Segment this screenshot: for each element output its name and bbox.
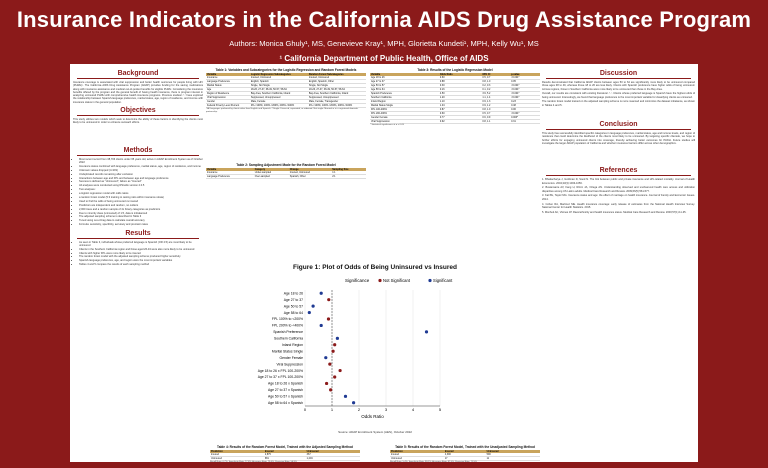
table-cell: 1.1, 1.4	[481, 96, 510, 100]
column-tables-a	[206, 67, 366, 179]
table-cell: Language Preference	[206, 80, 250, 84]
list-item: • The adjusted sampling scheme is described in Table 3	[79, 215, 203, 218]
list-item: • Clients in the Southern California region and those aged 26-34 were also more likely to be uninsured	[79, 248, 203, 251]
table-cell: 0.77	[439, 116, 482, 120]
table-cell: Over-sampled	[254, 174, 289, 178]
y-tick-label: Age 18 to 26	[283, 291, 303, 296]
table-cell: 1.10	[439, 100, 482, 104]
list-item: • Predictors are independent and random, no outliers	[79, 204, 203, 207]
table-cell: 0.8, 1.1	[481, 120, 510, 124]
table-cell: 0.05	[510, 80, 540, 84]
table-cell: Insured, Uninsured	[308, 76, 366, 80]
table-row	[206, 104, 366, 108]
table-cell: 0.1, 0.2	[481, 88, 510, 92]
table-header-cell: Logistic Regression Subcategories	[250, 73, 308, 76]
data-point	[425, 330, 428, 333]
methods-list	[73, 158, 203, 227]
table-cell: Uninsured	[390, 457, 444, 461]
table-cell: 0.8, 1.0	[481, 108, 510, 112]
y-tick-label: Inland Region	[282, 342, 303, 347]
discussion-heading: Discussion	[599, 70, 638, 77]
odds-ratio-chart	[210, 274, 540, 424]
y-tick-label: Marital Status Single	[271, 349, 303, 354]
table-header-cell: Random Forest Subcategories	[308, 73, 366, 76]
discussion-text	[542, 81, 695, 107]
paragraph: The random forest model trained on the adjusted sampling scheme is more nuanced and minimizes the dataset imbalance, as shown in Tables 4 and 5.	[542, 100, 695, 107]
data-point	[344, 395, 347, 398]
data-point	[328, 363, 331, 366]
table-cell: Viral Suppression	[370, 120, 439, 124]
table-cell: Insurance	[206, 171, 254, 175]
table-cell: Age 50 to 57	[370, 84, 439, 88]
table-cell: Age	[206, 88, 250, 92]
table-cell: Insured, Uninsured	[250, 76, 308, 80]
table-cell: FPL 200-400%	[370, 112, 439, 116]
table-cell: 17	[444, 457, 486, 461]
table-cell: Southern California	[370, 96, 439, 100]
table3	[370, 73, 540, 124]
poster-body	[70, 64, 698, 462]
data-point	[336, 337, 339, 340]
list-item: • Due to minority class (uninsured) of 1:5, data is imbalanced	[79, 212, 203, 215]
table-cell: 0.31	[510, 120, 540, 124]
table-header-cell: Variable	[206, 168, 254, 171]
table-header-cell: Variable	[370, 73, 439, 76]
table-row	[390, 457, 540, 461]
table-cell: Insured, Uninsured	[289, 171, 331, 175]
y-tick-label: Age 27 to 37 x Spanish	[267, 388, 303, 393]
table1-notes: ¹ All languages preferred by clients other than English and Spanish. ² Single: Divorced, separated, or widowed. Not single: Married or in a registered domestic partnership.	[206, 108, 359, 113]
table-header-cell: 95% CI	[481, 73, 510, 76]
poster-header	[0, 0, 768, 70]
table-cell: Insured	[210, 453, 264, 457]
table-row	[206, 174, 366, 178]
table-cell: 0.23	[510, 100, 540, 104]
list-item: • Unduplicated records remaining after exclusion	[79, 173, 203, 176]
x-tick-label: 0	[303, 407, 307, 412]
results-heading: Results	[125, 229, 151, 237]
table-cell: Insured	[390, 453, 444, 457]
x-tick-label: 2	[357, 407, 361, 412]
methods-heading: Methods	[123, 146, 153, 154]
y-tick-label: Viral Suppression	[276, 362, 303, 367]
list-item: • As seen in Table 3, individuals whose preferred language is Spanish (OR 4.5) are most likely to be uninsured	[79, 241, 203, 248]
y-tick-label: Age 50 to 57	[283, 304, 303, 309]
table-cell: 2,875	[264, 453, 306, 457]
list-item: • Spanish-language preference, age, and region were the most important variables	[79, 259, 203, 262]
table-cell: Spanish, Other	[289, 174, 331, 178]
table-cell: 0.60	[439, 112, 482, 116]
y-tick-label: Age 18 to 26 x Spanish	[267, 381, 303, 386]
table-cell: 0.30	[439, 84, 482, 88]
background-text	[73, 81, 203, 104]
table-cell: Single, Not Single	[308, 84, 366, 88]
y-tick-label: Age 18 to 26 x FPL 100-200%	[257, 368, 303, 373]
table-cell: Bay Area, Southern California, Inland	[250, 92, 308, 96]
table-cell: 0.87	[439, 108, 482, 112]
table-cell: 0.9, 1.3	[481, 100, 510, 104]
y-tick-label: Gender Female	[279, 355, 303, 360]
y-tick-label: Age 58 to 64 x Spanish	[267, 400, 303, 405]
divider	[77, 155, 199, 156]
paragraph: This study utilizes two models which seek to determine the ability of these factors in identifying the clients most likely to be uninsured in order to enhance outreach efforts.	[73, 118, 203, 125]
paragraph: 2. Bustamante AV, Fang H, Rizzo JA, Ortega AN. Understanding observed and unobserved health care access and utilization disparities among US Latino adults. Medical Care Research and Review. 2009;66(5):561-577.	[542, 186, 695, 193]
paragraph: Insurance coverage is associated with viral suppression and better health outcomes for people living with HIV (PLWH)¹. The California AIDS Drug Assistance Program (ADAP) provides funding for the saving medications along with insurance assistance and medical out-of-pocket benefits for eligible PLWH. Considering the insurance benefits offered by the program and the general benefit of having health insurance, there is program interest in analyzing uninsured PLWH with comprehensive health insurance programs. Previous studies²·³·⁴ have explored the relationship between Spanish-language preference, marital status, age, region of residence, and income with insurance status in the general population.	[73, 81, 203, 104]
paragraph: 3. Kail BL, Taylor MG. Insurance status and age: the effect of marriage on health insurance. Journal of Family and Economic Issues. 2014.	[542, 194, 695, 201]
table-cell: Age 18 to 26	[370, 76, 439, 80]
list-item: • Used to find the odds of being uninsured vs insured	[79, 200, 203, 203]
table-cell: Viral Suppression	[206, 96, 250, 100]
legend-title: Significance	[345, 278, 370, 283]
list-item: • Most recent record from 38,706 clients under 65 years old, active in ADAP Enrollment System as of October 2022	[79, 158, 203, 165]
list-item: • Unknown values dropped (n=181)	[79, 169, 203, 172]
data-point	[325, 382, 328, 385]
results-list	[73, 241, 203, 267]
chart-source: Source: ADAP Enrollment System (AES), October 2022	[338, 430, 412, 434]
table-cell: 4,390	[444, 453, 486, 457]
table-cell: Language Preference	[206, 174, 254, 178]
data-point	[320, 292, 323, 295]
table-cell: 1,204	[306, 457, 360, 461]
list-item: • All analyses were conducted using RStudio version 4.0.5	[79, 184, 203, 187]
figure1	[210, 264, 540, 444]
x-tick-label: 1	[330, 407, 334, 412]
list-item: • a logistic regression model with odds ratios	[79, 192, 203, 195]
table-cell: 1:1	[331, 171, 366, 175]
list-item: • Tables 4 and 5 compare the results of each sampling method	[79, 263, 203, 266]
table-cell: 681	[264, 457, 306, 461]
table-cell: 0.5, 0.7	[481, 112, 510, 116]
y-tick-label: Age 50 to 57 x Spanish	[267, 394, 303, 399]
data-point	[327, 298, 330, 301]
table-cell: Spanish Preference	[370, 92, 439, 96]
table-cell: <0.001*	[510, 112, 540, 116]
data-point	[308, 311, 311, 314]
table-cell: Region of Residence	[206, 92, 250, 96]
list-item: • 2,000 trees and a random sample of 4x binary categories as predictors	[79, 208, 203, 211]
divider	[546, 129, 691, 130]
table-header-cell: Insured	[444, 450, 486, 453]
y-tick-label: Age 27 to 37 x FPL 100-200%	[257, 375, 303, 380]
table-header-cell: Sampling Size	[331, 168, 366, 171]
divider	[546, 175, 691, 176]
conclusion-heading: Conclusion	[599, 121, 638, 129]
table-cell: 0.88	[439, 80, 482, 84]
y-tick-label: Age 27 to 37	[283, 297, 303, 302]
table-cell: Marital Status Single	[370, 104, 439, 108]
conclusion-text	[542, 132, 695, 145]
data-point	[327, 317, 330, 320]
list-item: • Clients with higher FPL were more likely to be insured	[79, 252, 203, 255]
column-left	[73, 67, 203, 267]
table-cell: 0.60	[439, 76, 482, 80]
table-cell: 0.8, 1.0	[481, 80, 510, 84]
table-cell: 0.6, 0.9	[481, 116, 510, 120]
table-cell: <0.001*	[510, 88, 540, 92]
y-tick-label: FPL 100% to <200%	[271, 317, 303, 322]
legend-marker	[378, 279, 381, 282]
table-cell: 4.50	[439, 92, 482, 96]
list-item: • a random forest model (5:3 training to testing ratio within insurance strata)	[79, 196, 203, 199]
table1	[206, 73, 366, 108]
x-tick-label: 5	[438, 407, 442, 412]
paragraph: 1. Bhattacharya J, Goldman D, Sood N. The link between public and private insurance and HIV-related mortality. Journal of Health Economics. 2004;23(3):1033-1056.	[542, 178, 695, 185]
references-text	[542, 178, 695, 214]
table-cell: 0.2, 0.3	[481, 84, 510, 88]
list-item: • The random forest model with the adjusted sampling scheme produced higher sensitivity	[79, 255, 203, 258]
references-heading: References	[599, 167, 638, 175]
table-cell: Age 27 to 37	[370, 80, 439, 84]
table-cell: Male, Female	[250, 100, 308, 104]
y-tick-label: Age 58 to 64	[283, 310, 303, 315]
column-right	[542, 67, 695, 215]
background-heading: Background	[117, 70, 159, 77]
table-header-cell: Insured	[264, 450, 306, 453]
table5	[390, 450, 540, 461]
data-point	[333, 343, 336, 346]
table-cell: <0.001*	[510, 84, 540, 88]
table-row	[370, 120, 540, 124]
table-cell: Uninsured	[210, 457, 264, 461]
table-cell: 11	[486, 457, 540, 461]
table-cell: Age 58 to 64	[370, 88, 439, 92]
y-tick-label: Spanish Preference	[273, 330, 303, 335]
x-tick-label: 4	[411, 407, 415, 412]
list-item: • Formula: sensitivity, specificity, accuracy and precision rates	[79, 223, 203, 226]
table-cell: Insurance	[206, 76, 250, 80]
table-cell: 2:1	[331, 174, 366, 178]
objectives-heading: Objectives	[120, 107, 156, 115]
table4-caption: Table 4: Results of the Random Forest Model, Trained with the Adjusted Sampling Method	[216, 445, 353, 449]
table1-caption: Table 1: Variables and Subcategories for the Logistic Regression and Random Forest Models	[215, 68, 357, 72]
table-cell: Federal Poverty Level Percent	[206, 104, 250, 108]
table-cell: FPL 100-200%	[370, 108, 439, 112]
list-item: • Insurance status combined with language preference, marital status, age, region of residence, and income	[79, 165, 203, 168]
x-tick-label: 3	[384, 407, 388, 412]
table-cell: <0.001*	[510, 76, 540, 80]
table-cell: <0.001*	[510, 96, 540, 100]
divider	[546, 78, 691, 79]
table-header-cell: Prediction	[210, 450, 264, 453]
x-axis-label: Odds Ratio	[361, 414, 384, 419]
table2	[206, 168, 366, 179]
table-cell: Bay Area, Southern California, Inland	[308, 92, 366, 96]
y-tick-label: FPL 200% to <400%	[271, 323, 303, 328]
poster-title: Insurance Indicators in the California AIDS Drug Assistance Program	[16, 7, 752, 32]
table-cell: 0.06	[510, 108, 540, 112]
table-cell: <0.001*	[510, 92, 540, 96]
table-cell: Inland Region	[370, 100, 439, 104]
table-cell: 18-26, 27-37, 38-49, 50-57, 58-64	[250, 88, 308, 92]
list-item: • Tuned using out-of-bag data to calculate overall accuracy	[79, 219, 203, 222]
table-cell: 367	[306, 453, 360, 457]
data-point	[352, 401, 355, 404]
table-header-cell: Prediction	[390, 450, 444, 453]
table-cell: 0%-<100%, 100%-<200%, 200%-<400%	[250, 104, 308, 108]
data-point	[329, 388, 332, 391]
table-cell: 1.04	[439, 104, 482, 108]
table-cell: Under-sampled	[254, 171, 289, 175]
table-header-cell: Uninsured	[486, 450, 540, 453]
table-cell: English, Spanish	[250, 80, 308, 84]
affiliation: ¹ California Department of Public Health, Office of AIDS	[279, 54, 489, 63]
table-header-cell: Variable	[206, 73, 250, 76]
data-point	[312, 305, 315, 308]
chart-title: Figure 1: Plot of Odds of Being Uninsured vs Insured	[293, 264, 457, 271]
list-item: • Success is defined as "Uninsured"; failure as "Insured"	[79, 180, 203, 183]
divider	[77, 238, 199, 239]
divider	[77, 78, 199, 79]
table-cell: 0.003*	[510, 116, 540, 120]
table3-caption: Table 3: Results of the Logistic Regression Model	[417, 68, 493, 72]
paragraph: 4. Cohen RA, Martinez ME. Health insurance coverage: early release of estimates from the National Health Interview Survey. National Center for Health Statistics. 2015.	[542, 202, 695, 209]
paragraph: Overall, our results are consistent with existing literature²·³·⁴. Clients whose preferred language is Spanish have the highest odds of being uninsured. Interestingly, we found that language preference is the most important variable for classifying clients as uninsured.	[542, 92, 695, 99]
table-cell: 0.9, 1.2	[481, 104, 510, 108]
authors: Authors: Monica Ghuly¹, MS, Genevieve Kray¹, MPH, Glorietta Kundeti¹, MPH, Kelly Wu¹, MS	[229, 39, 539, 48]
table4-metrics: Recall Rate: 0.7%, Specificity Rate: 77.0%, Accuracy Rate: 73.6%, Precision Rate: 56.9%	[210, 461, 297, 463]
table-cell: 0.48	[510, 104, 540, 108]
table-header-cell: p-value	[510, 73, 540, 76]
table-cell: 3.9, 5.2	[481, 92, 510, 96]
paragraph: 5. Monheit AC, Vistnes JP. Race/ethnicity and health insurance status. Medical Care Research and Review. 2000;57(1):11-35.	[542, 210, 687, 214]
table-cell: 0.16	[439, 88, 482, 92]
table-header-cell: Change	[289, 168, 331, 171]
table-header-cell: Odds Ratio	[439, 73, 482, 76]
divider	[77, 115, 199, 116]
list-item: • Two analyses:	[79, 188, 203, 191]
table-header-cell: Uninsured	[306, 450, 360, 453]
table-cell: 0.92	[439, 120, 482, 124]
legend-label: Not Significant	[383, 278, 410, 283]
table2-caption: Table 2: Sampling Adjustment Made for the Random Forest Model	[236, 162, 336, 167]
table3-notes: * Statistical significance at α = 0.05	[370, 124, 404, 126]
column-tables-b	[370, 67, 540, 127]
data-point	[324, 356, 327, 359]
table-header-cell: Category	[254, 168, 289, 171]
table-cell: 0%-<100%, 100%-<200%, 200%-<400%	[308, 104, 366, 108]
table-cell: Gender Female	[370, 116, 439, 120]
paragraph: Results demonstrated that California ADAP clients between ages 50 to 64 are significantly more likely to be uninsured compared those ages 38 to 49, whereas those 18 to 26 are less likely. Clients with Spanish preference have higher odds of being uninsured. Across regions, those in Southern California were more likely to be uninsured than those in the Bay Area.	[542, 81, 695, 91]
data-point	[331, 350, 334, 353]
table5-metrics: Recall Rate: 5.4%, Specificity Rate: 99.1%, Accuracy Rate: 87.5%, Precision Rate: 71.5%	[390, 461, 477, 463]
table-cell: 590	[486, 453, 540, 457]
data-point	[333, 375, 336, 378]
table-cell: 0.5, 0.7	[481, 76, 510, 80]
table4-wrap	[210, 444, 360, 464]
table-cell: Suppressed, Unsuppressed	[250, 96, 308, 100]
table5-caption: Table 5: Results of the Random Forest Model, Trained with the Unadjusted Sampling Method	[395, 445, 535, 449]
table-cell: Marital Status	[206, 84, 250, 88]
table-cell: English, Spanish, Other	[308, 80, 366, 84]
table-cell: Male, Female, Transgender	[308, 100, 366, 104]
table-cell: 1.20	[439, 96, 482, 100]
list-item: • Interactions between age and FPL and between age and language preference	[79, 177, 203, 180]
y-tick-label: Southern California	[273, 336, 303, 341]
table5-wrap	[390, 444, 540, 464]
paragraph: This study has successfully identified specific categories in language preference, marital status, age and income levels, and region of residence that could determine the likelihood of the clients most likely to be uninsured. By targeting specific clientele, we hope to further efforts for engaging uninsured clients into coverage, thereby achieving better outcomes for PLWH. Future studies will investigate the larger ADAP population of California and whether insurance barriers differ across other demographics.	[542, 132, 695, 145]
table-cell: 18-26, 27-37, 38-49, 50-57, 58-64	[308, 88, 366, 92]
data-point	[339, 369, 342, 372]
table-row	[210, 457, 360, 461]
objectives-text	[73, 118, 203, 125]
table-cell: Single, Not Single	[250, 84, 308, 88]
data-point	[320, 324, 323, 327]
legend-label: Significant	[433, 278, 453, 283]
table-cell: Suppressed, Unsuppressed	[308, 96, 366, 100]
legend-marker	[428, 279, 431, 282]
table4	[210, 450, 360, 461]
table-cell: Gender	[206, 100, 250, 104]
